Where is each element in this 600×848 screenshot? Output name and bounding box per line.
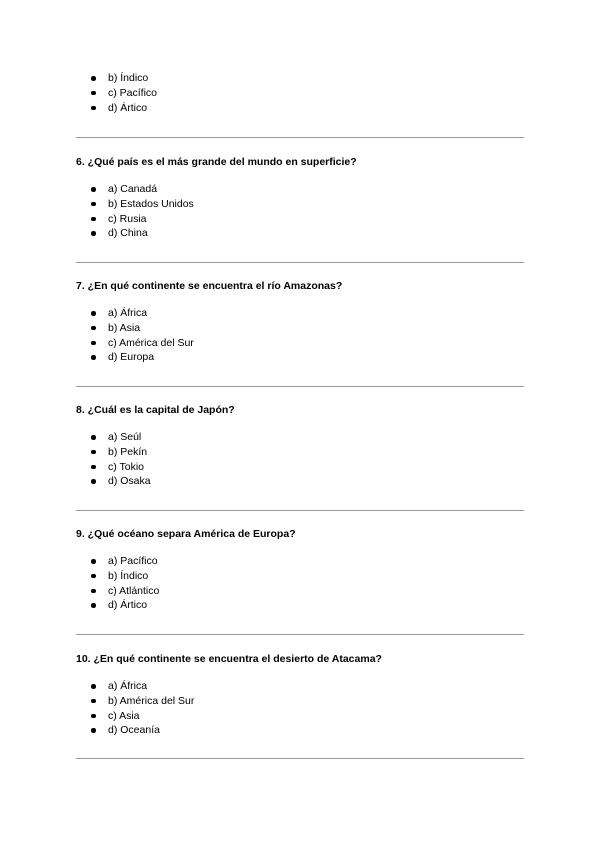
bullet-icon — [91, 589, 96, 594]
bullet-icon — [91, 684, 96, 689]
option-label: d) Ártico — [108, 599, 148, 612]
option-item — [76, 71, 524, 86]
question-10-title: 10. ¿En qué continente se encuentra el desierto de Atacama? — [76, 653, 382, 665]
separator-line — [76, 262, 524, 263]
bullet-icon — [91, 231, 96, 236]
bullet-icon — [91, 355, 96, 360]
question-8-options — [76, 430, 524, 489]
bullet-icon — [91, 465, 96, 470]
bullet-icon — [91, 326, 96, 331]
option-item — [76, 709, 524, 724]
bullet-icon — [91, 699, 96, 704]
option-label: b) Asia — [108, 321, 141, 334]
question-7-block — [76, 279, 524, 365]
option-label: b) Índico — [108, 72, 149, 84]
question-9-title: 9. ¿Qué océano separa América de Europa? — [76, 528, 296, 540]
question-8-title: 8. ¿Cuál es la capital de Japón? — [76, 404, 235, 416]
question-5-options — [76, 71, 524, 115]
bullet-icon — [91, 217, 96, 222]
option-label: a) Pacífico — [108, 555, 158, 567]
option-item — [76, 430, 524, 445]
question-9-block — [76, 527, 524, 613]
question-6-options — [76, 182, 524, 241]
option-item — [76, 460, 524, 475]
option-item — [76, 306, 524, 321]
option-item — [76, 445, 524, 460]
option-label: a) África — [108, 680, 148, 692]
option-label: b) Pekín — [108, 445, 148, 458]
bullet-icon — [91, 450, 96, 455]
option-label: c) Pacífico — [108, 86, 158, 99]
option-item — [76, 212, 524, 227]
separator-line — [76, 137, 524, 138]
option-item — [76, 336, 524, 351]
option-item — [76, 182, 524, 197]
option-label: b) América del Sur — [108, 694, 195, 707]
separator-line — [76, 510, 524, 511]
bullet-icon — [91, 603, 96, 608]
question-9-options — [76, 554, 524, 613]
option-label: d) Oceanía — [108, 724, 160, 737]
question-7-title: 7. ¿En qué continente se encuentra el río Amazonas? — [76, 280, 343, 292]
option-item — [76, 86, 524, 101]
option-label: b) Índico — [108, 569, 149, 582]
option-label: c) Rusia — [108, 212, 147, 225]
question-5-block — [76, 71, 524, 115]
option-label: a) África — [108, 307, 148, 319]
option-label: d) China — [108, 227, 148, 240]
bullet-icon — [91, 559, 96, 564]
separator-line — [76, 386, 524, 387]
option-label: d) Europa — [108, 351, 155, 364]
option-label: c) Atlántico — [108, 584, 160, 597]
option-item — [76, 197, 524, 212]
option-item — [76, 474, 524, 489]
bullet-icon — [91, 574, 96, 579]
option-item — [76, 723, 524, 738]
option-item — [76, 554, 524, 569]
option-label: d) Ártico — [108, 101, 148, 114]
question-6-block — [76, 155, 524, 241]
option-label: a) Canadá — [108, 183, 158, 195]
bullet-icon — [91, 76, 96, 81]
option-item — [76, 569, 524, 584]
option-label: a) Seúl — [108, 431, 142, 443]
option-label: c) Tokio — [108, 460, 144, 473]
question-8-block — [76, 403, 524, 489]
option-item — [76, 694, 524, 709]
question-10-block — [76, 652, 524, 738]
question-10-options — [76, 679, 524, 738]
option-label: c) Asia — [108, 709, 140, 722]
separator-line — [76, 634, 524, 635]
question-7-options — [76, 306, 524, 365]
option-label: b) Estados Unidos — [108, 197, 194, 210]
bullet-icon — [91, 479, 96, 484]
bullet-icon — [91, 728, 96, 733]
bullet-icon — [91, 311, 96, 316]
bullet-icon — [91, 187, 96, 192]
separator-line — [76, 758, 524, 759]
bullet-icon — [91, 202, 96, 207]
option-label: d) Osaka — [108, 475, 151, 488]
bullet-icon — [91, 91, 96, 96]
bullet-icon — [91, 435, 96, 440]
bullet-icon — [91, 714, 96, 719]
question-6-title: 6. ¿Qué país es el más grande del mundo en superficie? — [76, 156, 357, 168]
option-label: c) América del Sur — [108, 336, 194, 349]
option-item — [76, 321, 524, 336]
option-item — [76, 101, 524, 116]
option-item — [76, 350, 524, 365]
bullet-icon — [91, 106, 96, 111]
option-item — [76, 584, 524, 599]
option-item — [76, 226, 524, 241]
option-item — [76, 679, 524, 694]
bullet-icon — [91, 341, 96, 346]
option-item — [76, 598, 524, 613]
